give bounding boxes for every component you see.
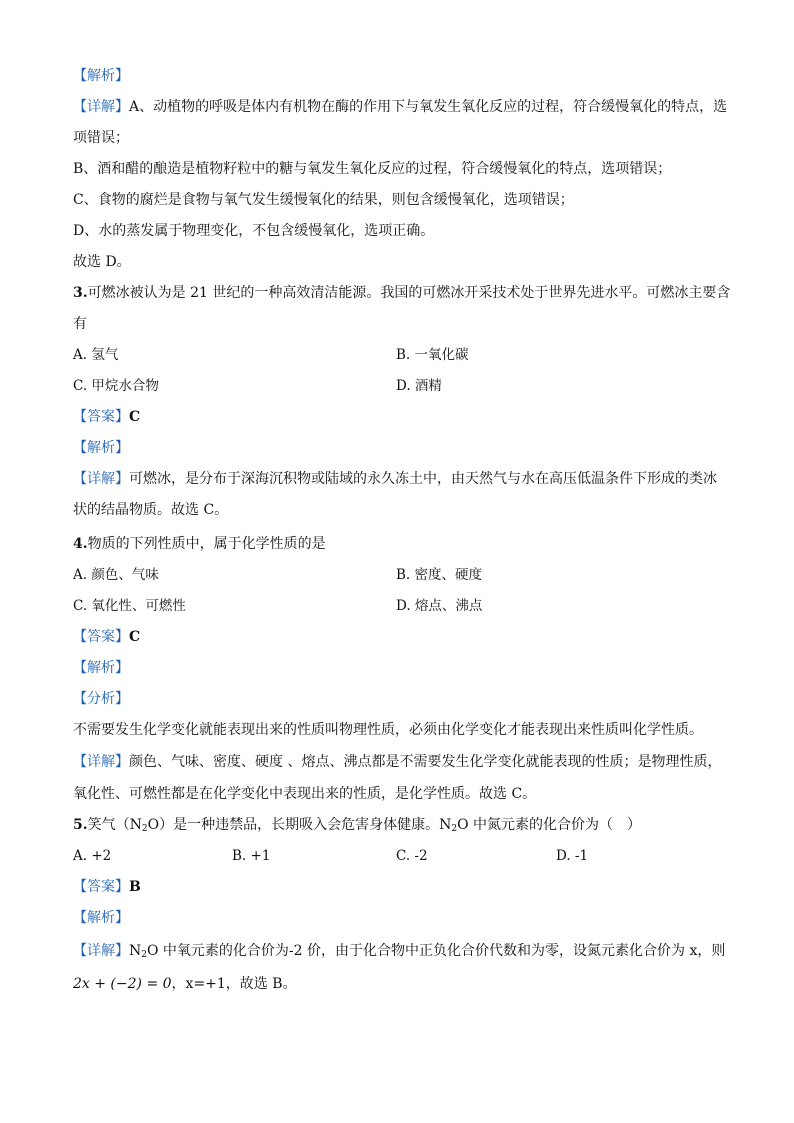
q2-line-c: C、食物的腐烂是食物与氧气发生缓慢氧化的结果，则包含缓慢氧化，选项错误； (73, 192, 574, 208)
q4-detail-line1 (73, 752, 734, 772)
q3-number: 3. (73, 285, 88, 301)
q3-detail-text1: 可燃冰，是分布于深海沉积物或陆域的永久冻土中，由天然气与水在高压低温条件下形成的类冰 (129, 471, 717, 487)
q3-stem1: 可燃冰被认为是 21 世纪的一种高效清洁能源。我国的可燃冰开采技术处于世界先进水平。可燃冰主要含 (87, 285, 731, 301)
q3-option-b: B. 一氧化碳 (396, 347, 469, 363)
q5-detail-label: 【详解】 (73, 943, 129, 959)
q5-stem-mid: O）是一种违禁品，长期吸入会危害身体健康。N (147, 817, 452, 833)
q5-equation: 2x + (−2) = 0 (73, 976, 172, 992)
q5-stem-sub: 2 (141, 824, 148, 834)
q5-option-b: B. +1 (232, 848, 271, 864)
q5-option-a: A. +2 (73, 848, 112, 864)
q5-detail-sub: 2 (141, 950, 147, 960)
q4-detail-text1: 颜色、气味、密度、硬度 、熔点、沸点都是不需要发生化学变化就能表现的性质；是物理性质， (129, 754, 722, 770)
q3-stem-line1 (73, 283, 734, 303)
q4-option-b: B. 密度、硬度 (396, 567, 483, 583)
q2-detail-line1 (73, 97, 734, 117)
q5-detail-conclusion: ，x=+1，故选 B。 (171, 976, 297, 992)
q5-stem (73, 815, 734, 839)
q4-option-c: C. 氧化性、可燃性 (73, 598, 186, 614)
q3-answer-line (73, 407, 734, 427)
q4-stem-text: 物质的下列性质中，属于化学性质的是 (87, 536, 326, 552)
q5-analysis-label: 【解析】 (73, 910, 129, 926)
q4-option-a: A. 颜色、气味 (73, 567, 159, 583)
q5-option-d: D. -1 (556, 848, 589, 864)
q2-detail-label: 【详解】 (73, 99, 129, 115)
q3-stem-line2: 有 (73, 316, 87, 332)
q5-stem-pre: 笑气（N (87, 817, 142, 833)
q4-answer-label: 【答案】 (73, 629, 129, 645)
q3-detail-line1 (73, 469, 734, 489)
q4-detail-line2: 氧化性、可燃性都是在化学变化中表现出来的性质，是化学性质。故选 C。 (73, 786, 537, 802)
q4-option-d: D. 熔点、沸点 (396, 598, 483, 614)
q2-conclusion: 故选 D。 (73, 254, 131, 270)
q5-detail-line2 (73, 974, 734, 994)
q5-answer-line (73, 877, 734, 897)
q5-option-c: C. -2 (396, 848, 428, 864)
q2-analysis-label: 【解析】 (73, 68, 129, 84)
q3-detail-label: 【详解】 (73, 471, 129, 487)
q2-detail-text1: A、动植物的呼吸是体内有机物在酶的作用下与氧发生氧化反应的过程，符合缓慢氧化的特点，选 (129, 99, 728, 115)
q4-stem (73, 534, 734, 554)
q4-fenxi-text: 不需要发生化学变化就能表现出来的性质叫物理性质，必须由化学变化才能表现出来性质叫化学性质。 (73, 722, 703, 738)
q5-detail-post: O 中氧元素的化合价为-2 价，由于化合物中正负化合价代数和为零，设氮元素化合价为 x，则 (146, 943, 726, 959)
q3-answer-label: 【答案】 (73, 409, 129, 425)
q4-answer-line (73, 627, 734, 647)
q4-analysis-label: 【解析】 (73, 660, 129, 676)
q2-line-d: D、水的蒸发属于物理变化，不包含缓慢氧化，选项正确。 (73, 223, 435, 239)
q5-stem-post: O 中氮元素的化合价为（ ） (457, 817, 642, 833)
q2-detail-line2: 项错误； (73, 130, 129, 146)
q3-option-a: A. 氢气 (73, 347, 119, 363)
q3-detail-line2: 状的结晶物质。故选 C。 (73, 502, 229, 518)
q4-number: 4. (73, 536, 88, 552)
q5-number: 5. (73, 817, 88, 833)
q4-detail-label: 【详解】 (73, 754, 129, 770)
q4-fenxi-label: 【分析】 (73, 691, 129, 707)
q3-analysis-label: 【解析】 (73, 440, 129, 456)
q2-line-b: B、酒和醋的酿造是植物籽粒中的糖与氧发生氧化反应的过程，符合缓慢氧化的特点，选项错误； (73, 161, 672, 177)
q5-detail-line1 (73, 941, 734, 965)
q5-answer-label: 【答案】 (73, 879, 129, 895)
q5-detail-pre: N (129, 943, 142, 959)
q3-option-c: C. 甲烷水合物 (73, 378, 159, 394)
q5-answer: B (129, 879, 141, 895)
q4-answer: C (129, 629, 141, 645)
q3-option-d: D. 酒精 (396, 378, 442, 394)
q3-answer: C (129, 409, 141, 425)
q5-stem-sub2: 2 (451, 824, 458, 834)
